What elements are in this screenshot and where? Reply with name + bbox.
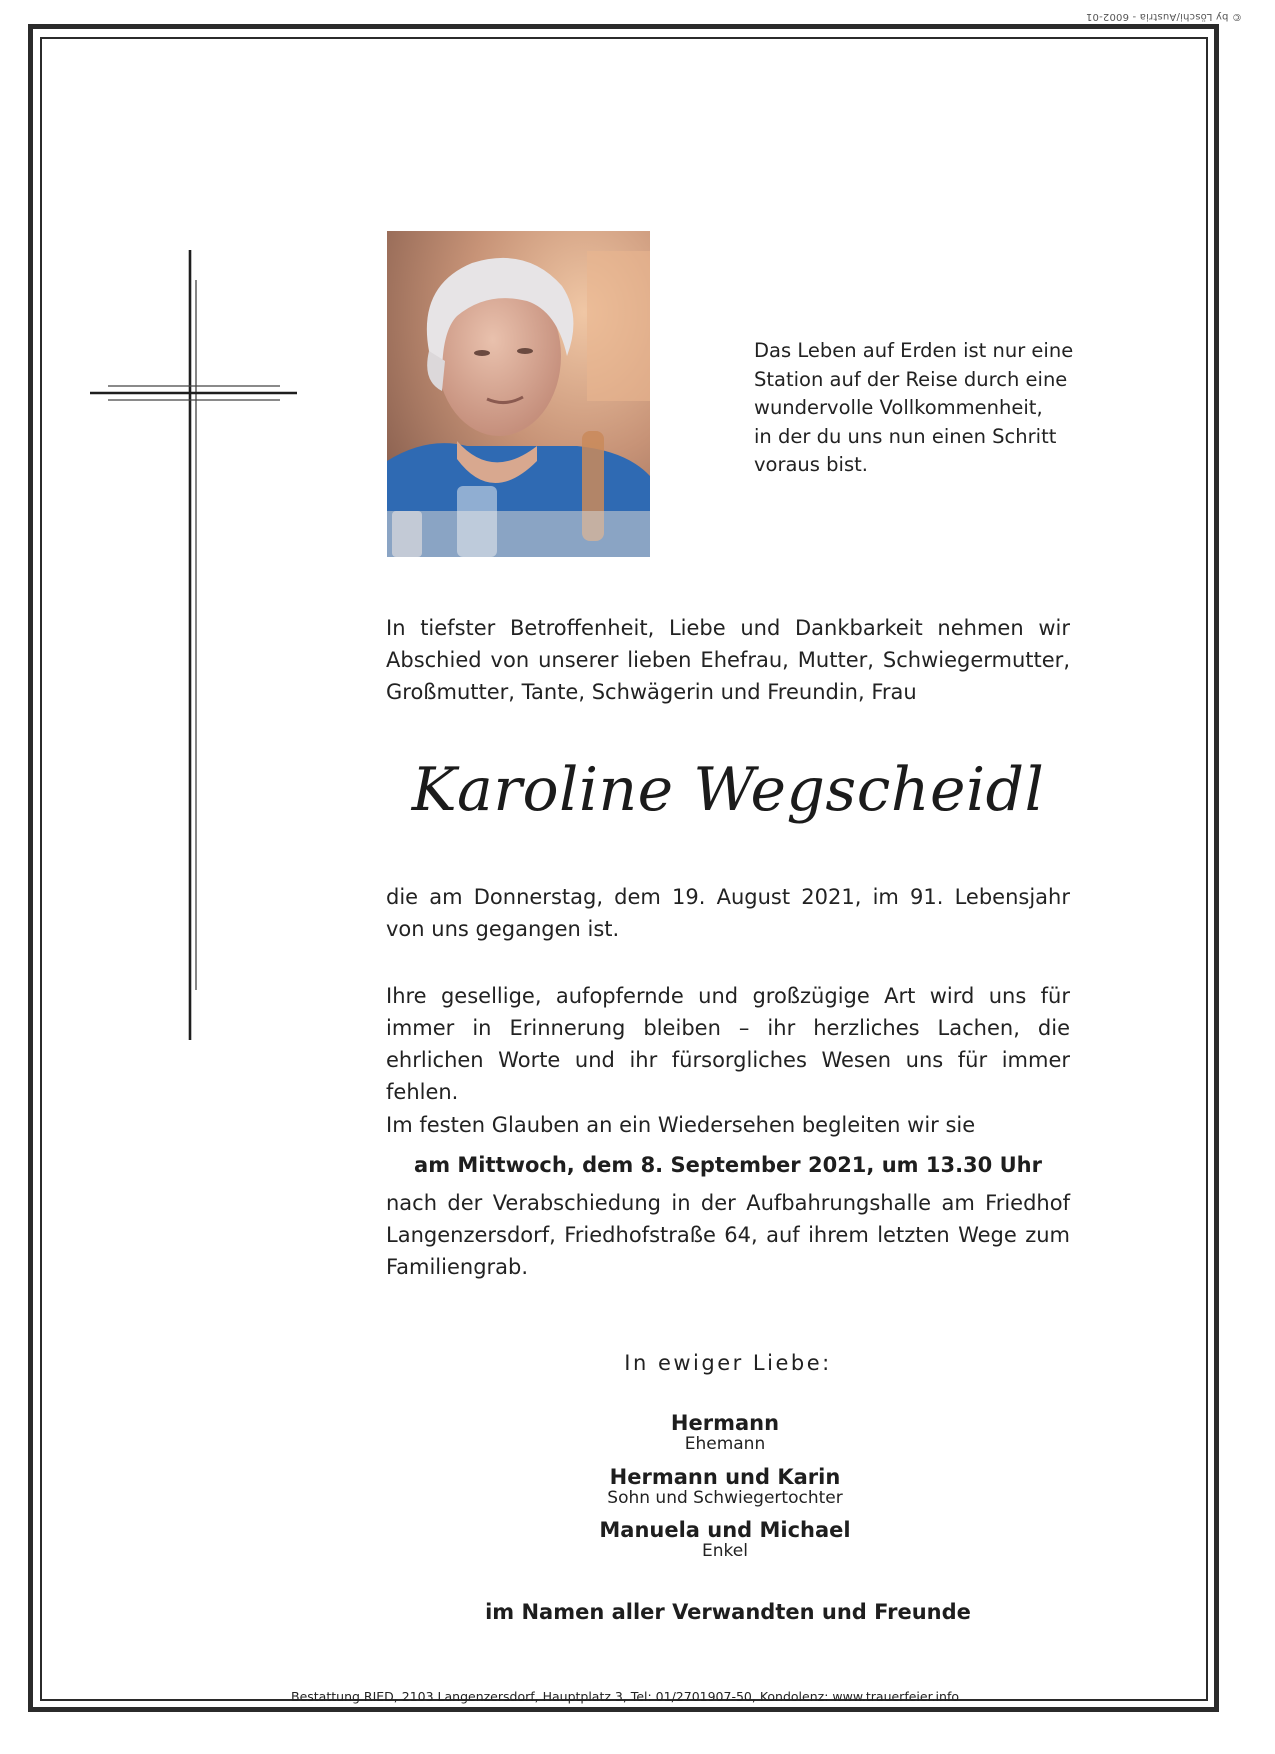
mourner-name: Hermann: [670, 1411, 780, 1435]
mourner-relation: Enkel: [702, 1541, 748, 1561]
motto-line: voraus bist.: [754, 453, 868, 476]
motto-quote: [754, 337, 1094, 480]
motto-line: Das Leben auf Erden ist nur eine: [754, 339, 1074, 362]
motto-line: wundervolle Vollkommenheit,: [754, 396, 1043, 419]
mourner-entry: [430, 1465, 1020, 1508]
motto-line: Station auf der Reise durch eine: [754, 367, 1068, 391]
mourner-relation: Sohn und Schwiegertochter: [607, 1488, 843, 1508]
funeral-place-text: nach der Verabschiedung in der Aufbahrungshalle am Friedhof Langenzersdorf, Friedhofstraße 64, auf ihrem letzten Wege zum Familiengrab.: [386, 1191, 1070, 1279]
cross-icon: [90, 250, 300, 1040]
mourner-entry: [430, 1518, 1020, 1561]
relatives-line: im Namen aller Verwandten und Freunde: [485, 1600, 971, 1624]
copyright-note: © by Löschi/Austria - 6002-01: [1085, 11, 1242, 22]
mourner-entry: [430, 1411, 1020, 1454]
closing-phrase: In ewiger Liebe:: [624, 1351, 832, 1375]
mourner-name: Hermann und Karin: [609, 1465, 841, 1489]
mourner-relation: Ehemann: [684, 1434, 766, 1454]
motto-line: in der du uns nun einen Schritt: [754, 424, 1057, 448]
funeral-date: am Mittwoch, dem 8. September 2021, um 13.30 Uhr: [414, 1153, 1042, 1177]
deceased-name: Karoline Wegscheidl: [411, 755, 1045, 825]
funeral-home-footer: Bestattung RIED, 2103 Langenzersdorf, Hauptplatz 3, Tel: 01/2701907-50, Kondolenz: www.trauerfeier.info: [291, 1689, 959, 1704]
death-date-text: die am Donnerstag, dem 19. August 2021, im 91. Lebensjahr von uns gegangen ist.: [386, 885, 1070, 941]
faith-line: Im festen Glauben an ein Wiedersehen begleiten wir sie: [386, 1113, 976, 1137]
portrait-photo: [387, 231, 650, 557]
mourner-name: Manuela und Michael: [599, 1518, 851, 1542]
intro-text: In tiefster Betroffenheit, Liebe und Dankbarkeit nehmen wir Abschied von unserer lieben Ehefrau, Mutter, Schwiegermutter, Großmutter, Tante, Schwägerin und Freundin, Frau: [386, 616, 1070, 704]
tribute-text: Ihre gesellige, aufopfernde und großzügige Art wird uns für immer in Erinnerung bleiben – ihr herzliches Lachen, die ehrlichen Worte und ihr fürsorgliches Wesen uns für immer fehlen.: [386, 984, 1070, 1104]
